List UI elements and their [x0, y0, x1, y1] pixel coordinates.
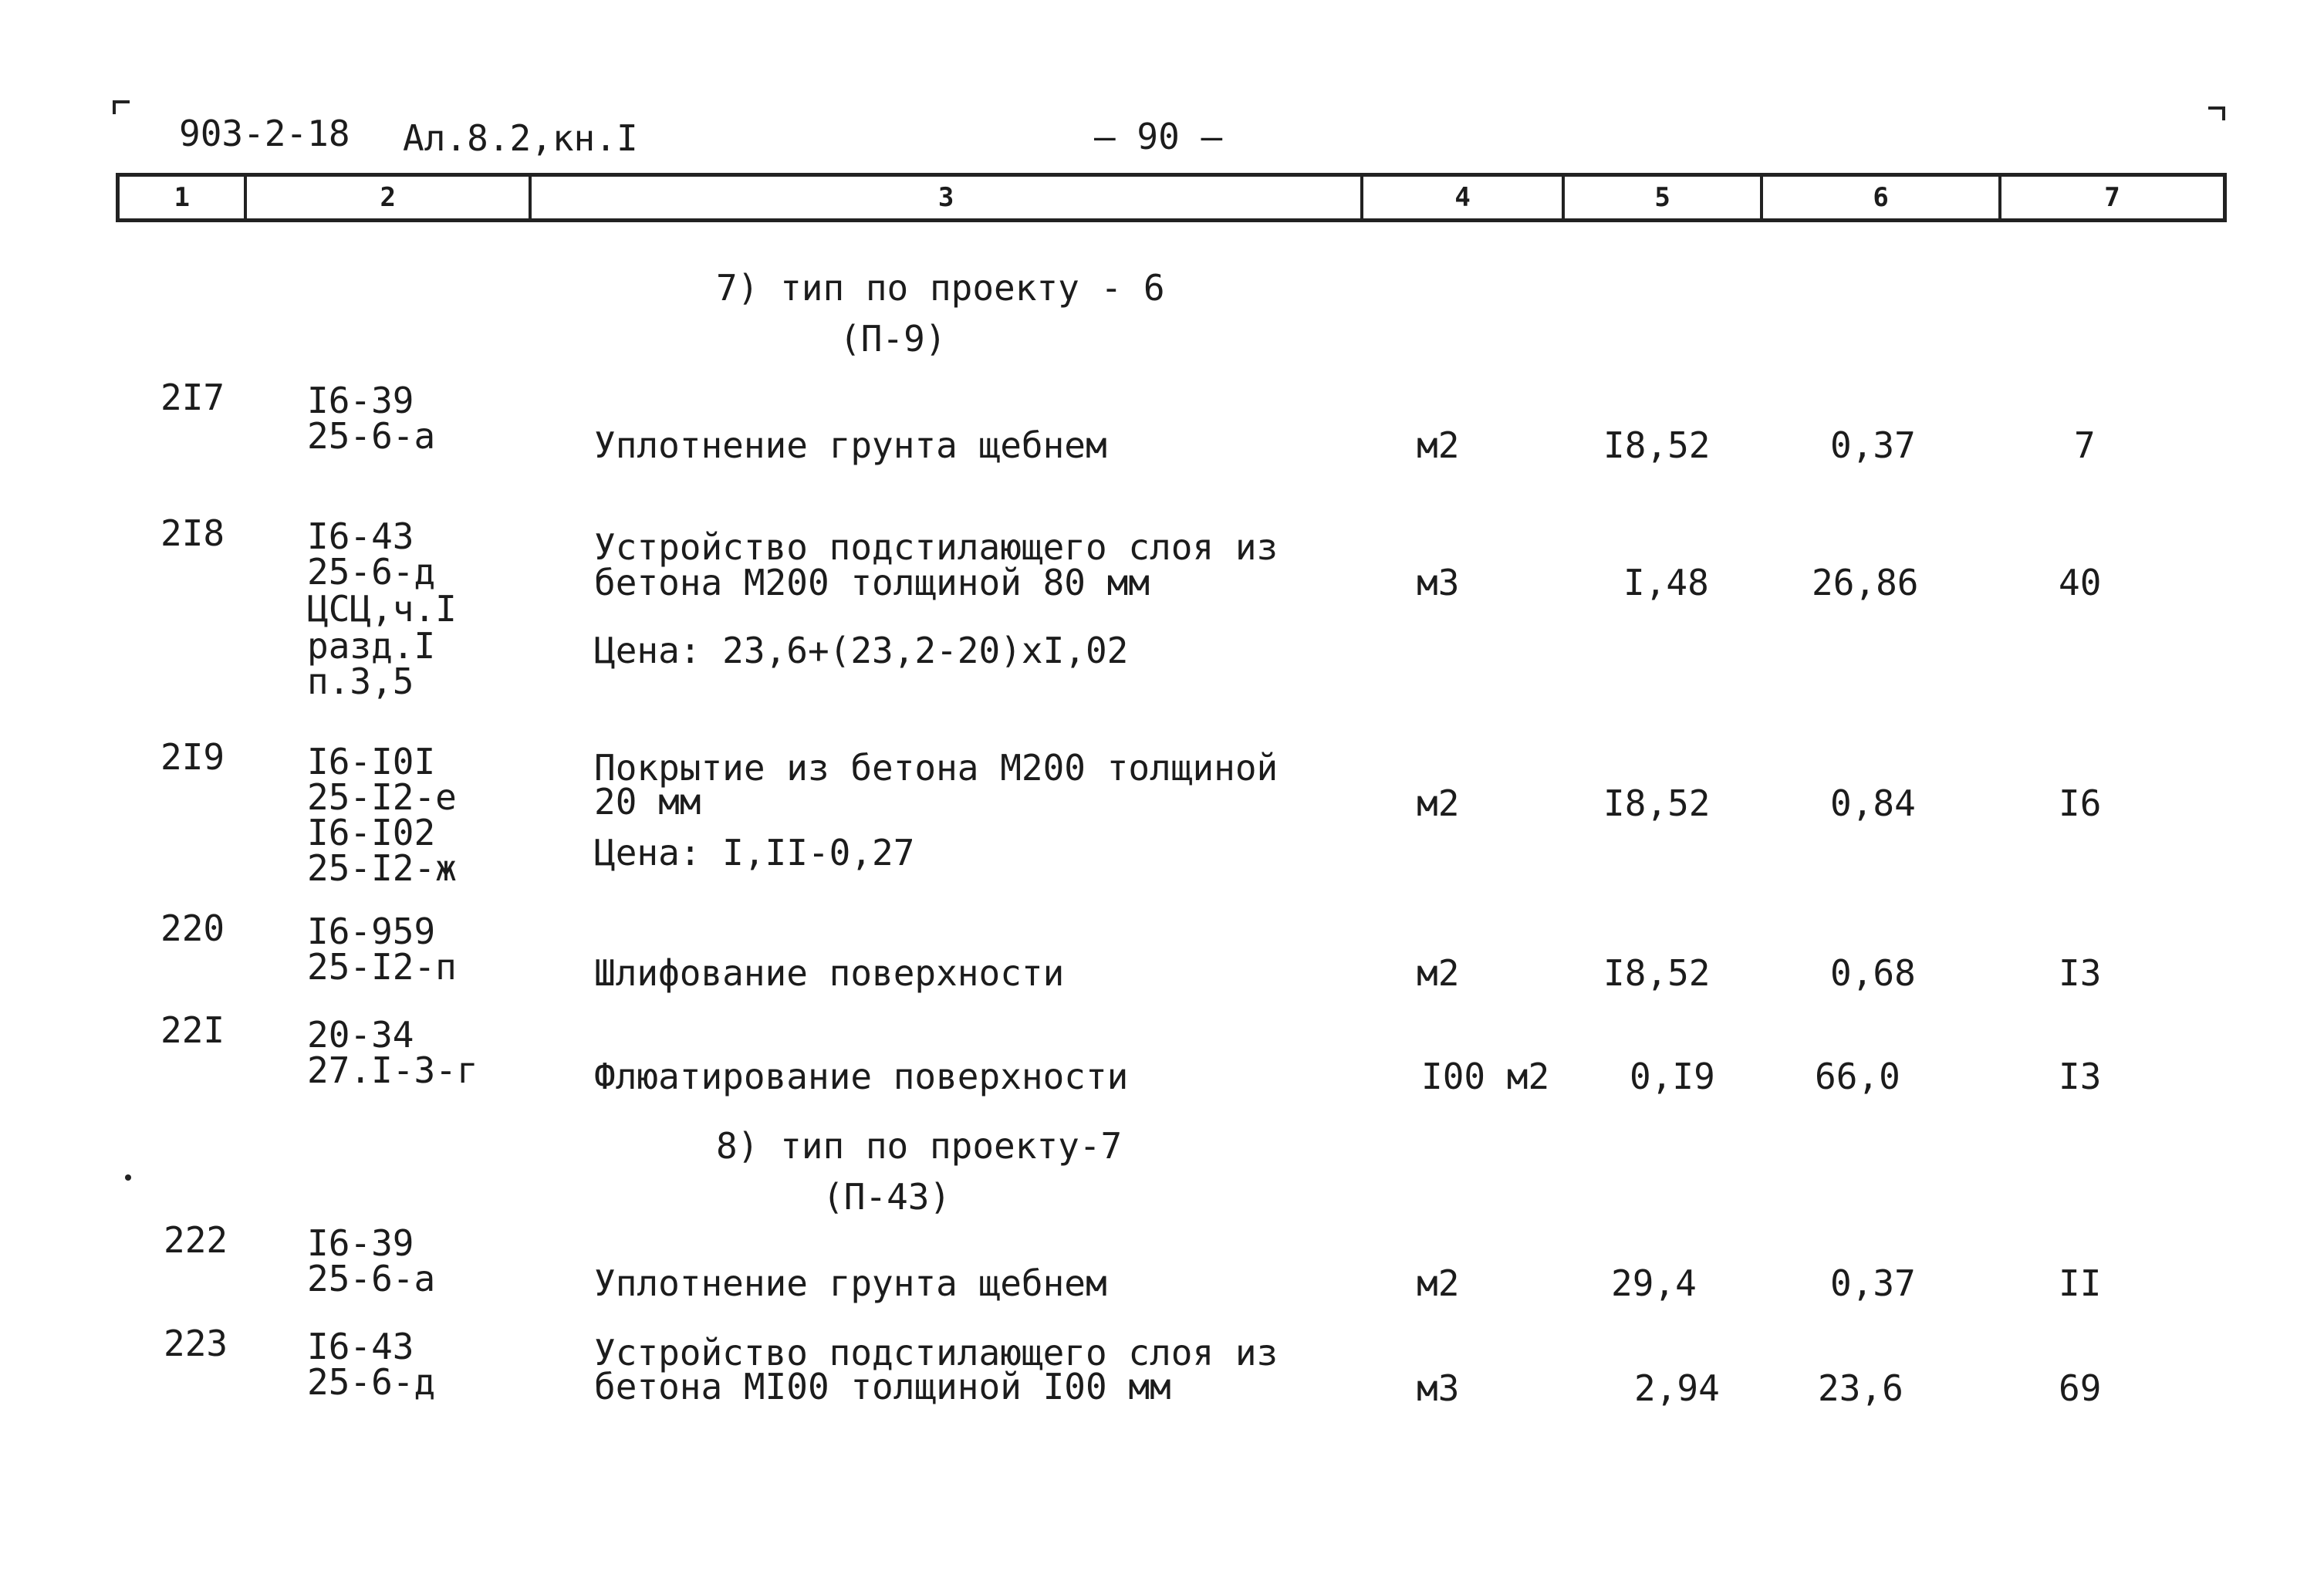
- row-unit: м2: [1417, 952, 1460, 994]
- row-code: п.3,5: [307, 661, 414, 702]
- row-description: 20 мм: [594, 781, 701, 823]
- row-number: 223: [164, 1323, 228, 1364]
- row-total: II: [2059, 1262, 2102, 1304]
- row-quantity: I8,52: [1603, 952, 1711, 994]
- row-unit: м2: [1417, 782, 1460, 824]
- row-total: I3: [2059, 952, 2102, 994]
- row-total: 69: [2059, 1367, 2102, 1409]
- row-price: 0,84: [1830, 782, 1916, 824]
- row-code: 25-6-а: [307, 415, 436, 457]
- row-description: Уплотнение грунта щебнем: [594, 424, 1107, 466]
- row-code: разд.I: [307, 625, 436, 667]
- margin-dot: [125, 1174, 131, 1181]
- section-title: 7) тип по проекту - 6: [716, 267, 1165, 309]
- row-description: Устройство подстилающего слоя из: [594, 1332, 1279, 1374]
- row-code: 20-34: [307, 1014, 414, 1056]
- row-total: 7: [2074, 424, 2096, 466]
- row-total: I6: [2059, 782, 2102, 824]
- column-header: 6: [1763, 177, 2001, 218]
- row-quantity: 29,4: [1611, 1262, 1697, 1304]
- corner-mark-left: [113, 100, 130, 114]
- row-unit: I00 м2: [1421, 1056, 1550, 1097]
- row-number: 22I: [160, 1009, 225, 1051]
- row-price: 23,6: [1818, 1367, 1903, 1409]
- row-code: I6-39: [307, 380, 414, 421]
- column-header: 7: [2104, 182, 2120, 213]
- row-description: Флюатирование поверхности: [594, 1056, 1129, 1097]
- column-header: 4: [1363, 177, 1565, 218]
- doc-code: 903-2-18: [179, 113, 350, 154]
- column-header: 5: [1565, 177, 1763, 218]
- row-description: бетона МI00 толщиной I00 мм: [594, 1366, 1171, 1407]
- row-code: 25-6-д: [307, 551, 436, 593]
- row-quantity: 0,I9: [1630, 1056, 1715, 1097]
- row-unit: м2: [1417, 424, 1460, 466]
- row-quantity: I8,52: [1603, 424, 1711, 466]
- row-description: Покрытие из бетона М200 толщиной: [594, 747, 1279, 789]
- row-number: 2I8: [160, 512, 225, 554]
- row-number: 220: [160, 907, 225, 949]
- row-code: 25-I2-п: [307, 946, 457, 988]
- row-number: 2I9: [160, 736, 225, 778]
- section-title: 8) тип по проекту-7: [716, 1125, 1123, 1167]
- section-subtitle: (П-43): [823, 1176, 951, 1218]
- row-code: 25-6-д: [307, 1361, 436, 1403]
- row-code: 27.I-3-г: [307, 1049, 478, 1091]
- row-total: I3: [2059, 1056, 2102, 1097]
- row-code: 25-I2-ж: [307, 847, 457, 889]
- row-code: ЦСЦ,ч.I: [307, 588, 457, 630]
- column-header-row: [116, 173, 2227, 222]
- row-code: I6-39: [307, 1222, 414, 1264]
- row-price: 26,86: [1812, 562, 1919, 603]
- row-quantity: I,48: [1623, 562, 1709, 603]
- row-unit: м3: [1417, 562, 1460, 603]
- row-code: I6-43: [307, 1326, 414, 1367]
- page-number: — 90 —: [1094, 116, 1223, 157]
- column-header: 3: [532, 177, 1363, 218]
- row-code: 25-I2-е: [307, 776, 457, 818]
- row-number: 2I7: [160, 377, 225, 418]
- row-price-note: Цена: 23,6+(23,2-20)хI,02: [594, 630, 1129, 671]
- column-header: 2: [247, 177, 532, 218]
- row-description: бетона М200 толщиной 80 мм: [594, 562, 1150, 603]
- row-description: Уплотнение грунта щебнем: [594, 1262, 1107, 1304]
- row-unit: м3: [1417, 1367, 1460, 1409]
- album-reference: Ал.8.2,кн.I: [403, 117, 638, 159]
- row-price-note: Цена: I,II-0,27: [594, 832, 915, 874]
- row-code: I6-959: [307, 911, 436, 952]
- row-price: 66,0: [1815, 1056, 1900, 1097]
- row-number: 222: [164, 1219, 228, 1261]
- row-description: Шлифование поверхности: [594, 952, 1065, 994]
- corner-mark-right: [2208, 106, 2225, 120]
- row-code: I6-43: [307, 515, 414, 557]
- row-unit: м2: [1417, 1262, 1460, 1304]
- row-code: I6-I02: [307, 812, 436, 853]
- section-subtitle: (П-9): [839, 318, 947, 360]
- row-quantity: I8,52: [1603, 782, 1711, 824]
- row-price: 0,37: [1830, 1262, 1916, 1304]
- row-price: 0,37: [1830, 424, 1916, 466]
- row-total: 40: [2059, 562, 2102, 603]
- row-description: Устройство подстилающего слоя из: [594, 526, 1279, 568]
- row-quantity: 2,94: [1634, 1367, 1720, 1409]
- row-code: 25-6-а: [307, 1258, 436, 1299]
- row-code: I6-I0I: [307, 741, 436, 782]
- column-header: 1: [120, 177, 247, 218]
- row-price: 0,68: [1830, 952, 1916, 994]
